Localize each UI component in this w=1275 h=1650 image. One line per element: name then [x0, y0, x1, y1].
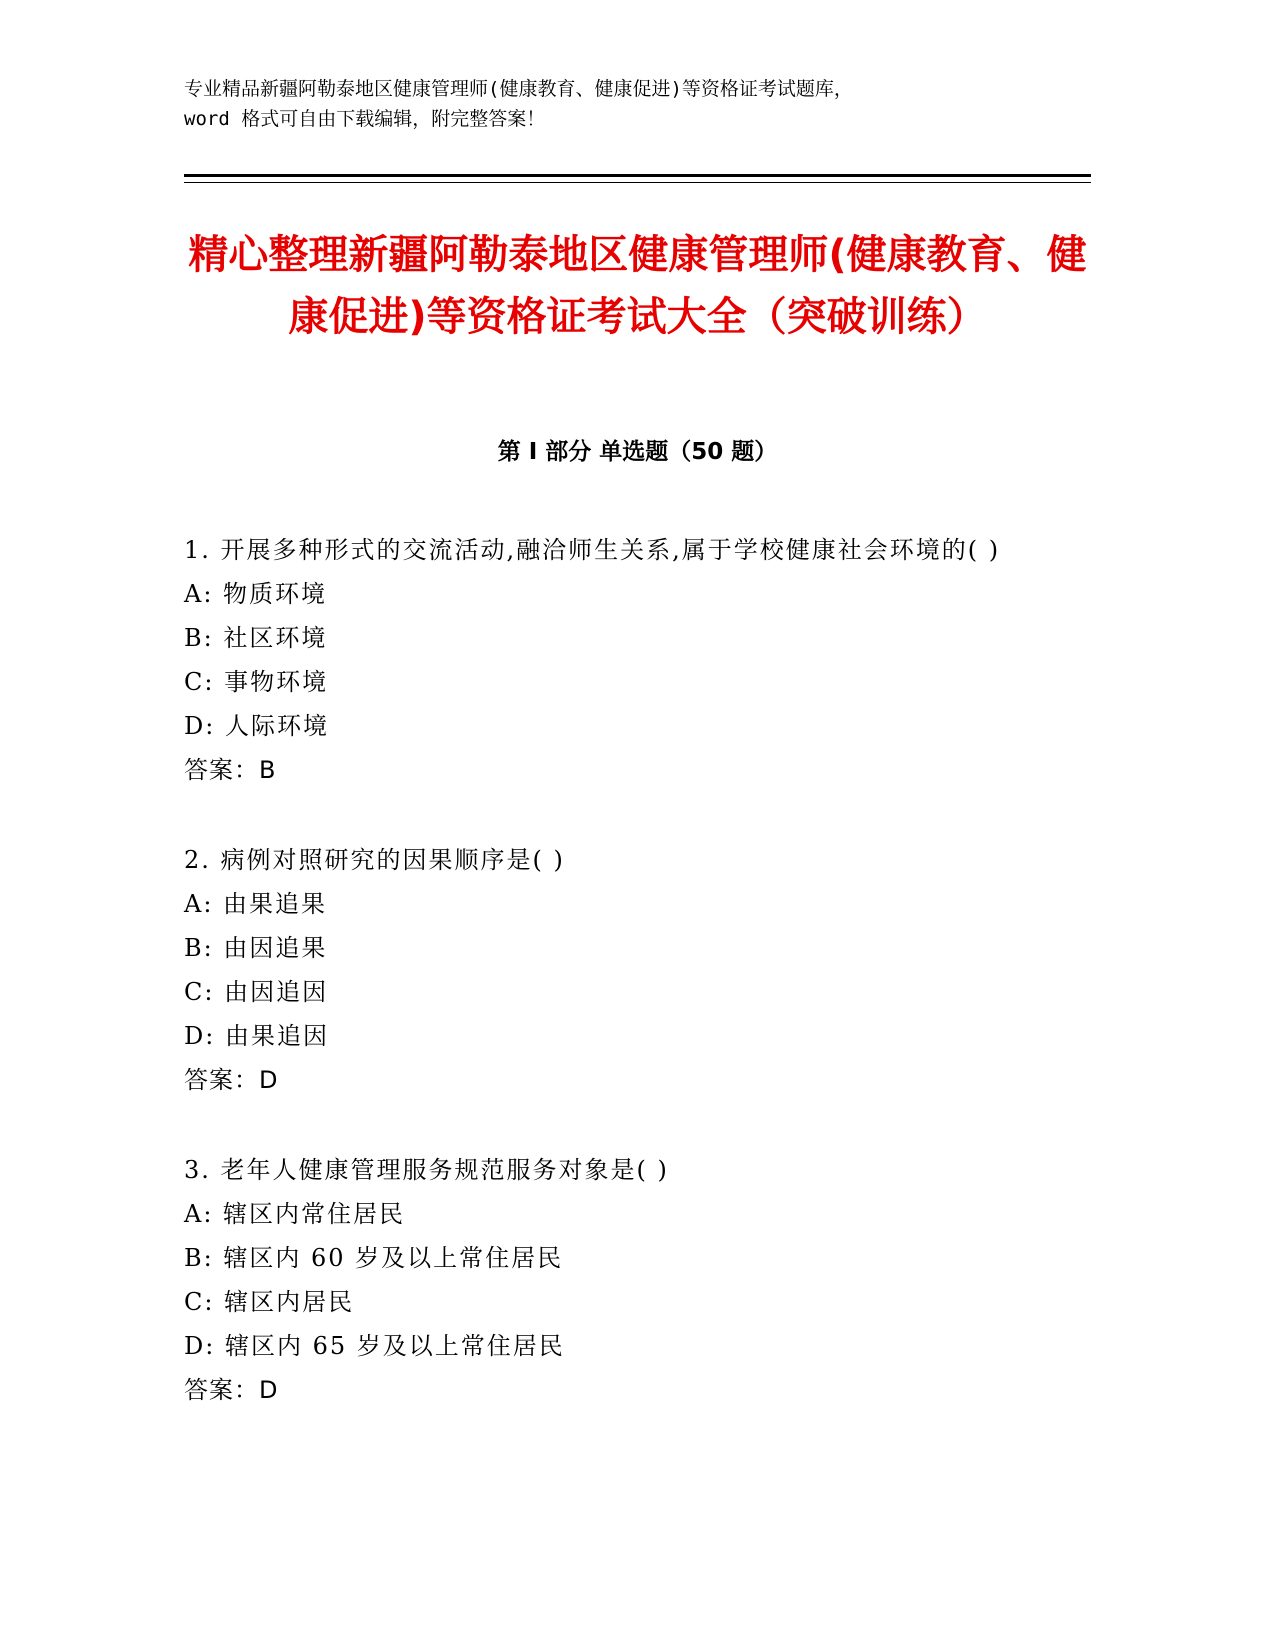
section-title: 第 I 部分 单选题（50 题）: [497, 439, 778, 465]
option-c: C: 事物环境: [184, 668, 329, 696]
option-d: D: 辖区内 65 岁及以上常住居民: [184, 1332, 565, 1360]
option-b: B: 社区环境: [184, 624, 328, 652]
option-a: A: 由果追果: [184, 890, 328, 918]
option-d: D: 由果追因: [184, 1022, 329, 1050]
header-divider-thick: [184, 174, 1091, 177]
option-c: C: 由因追因: [184, 978, 329, 1006]
option-c: C: 辖区内居民: [184, 1288, 355, 1316]
question-2: [184, 838, 1091, 1102]
question-3: [184, 1148, 1091, 1412]
answer: 答案：B: [184, 756, 277, 784]
option-b: B: 由因追果: [184, 934, 328, 962]
header-line-1: 专业精品新疆阿勒泰地区健康管理师(健康教育、健康促进)等资格证考试题库，: [184, 78, 853, 100]
question-list: [184, 528, 1091, 1458]
answer: 答案：D: [184, 1376, 279, 1404]
header-divider-thin: [184, 182, 1091, 183]
question-stem: 3. 老年人健康管理服务规范服务对象是( ): [184, 1156, 669, 1184]
header-line-2: word 格式可自由下载编辑，附完整答案！: [184, 108, 546, 130]
document-title: 精心整理新疆阿勒泰地区健康管理师(健康教育、健康促进)等资格证考试大全（突破训练）: [188, 232, 1087, 340]
question-stem: 1. 开展多种形式的交流活动,融洽师生关系,属于学校健康社会环境的( ): [184, 536, 1001, 564]
option-a: A: 物质环境: [184, 580, 328, 608]
question-1: [184, 528, 1091, 792]
answer: 答案：D: [184, 1066, 279, 1094]
option-b: B: 辖区内 60 岁及以上常住居民: [184, 1244, 564, 1272]
option-a: A: 辖区内常住居民: [184, 1200, 406, 1228]
option-d: D: 人际环境: [184, 712, 329, 740]
question-stem: 2. 病例对照研究的因果顺序是( ): [184, 846, 565, 874]
header-description: [184, 74, 1084, 134]
